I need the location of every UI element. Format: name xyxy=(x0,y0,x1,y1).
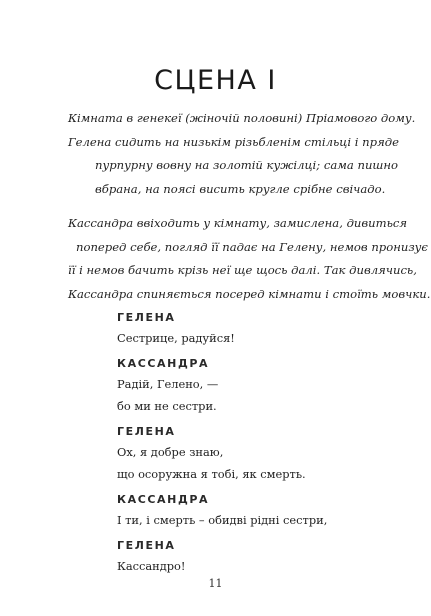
speech-line: Радій, Гелено, — xyxy=(117,377,219,391)
speaker-name: КАССАНДРА xyxy=(117,357,210,370)
speaker-name: ГЕЛЕНА xyxy=(117,425,176,438)
speaker-name: ГЕЛЕНА xyxy=(117,539,176,552)
dialogue-turn xyxy=(117,422,377,485)
speech-line: бо ми не сестри. xyxy=(117,399,217,413)
stage-direction-line: Кімната в генекеї (жіночій половині) Пріамового дому. xyxy=(68,111,416,125)
stage-direction-line: вбрана, на поясі висить кругле срібне свічадо. xyxy=(95,181,386,196)
speaker-name: КАССАНДРА xyxy=(117,493,210,506)
speech-line: Кассандро! xyxy=(117,559,186,573)
stage-direction-line: Кассандра ввіходить у кімнату, замислена, дивиться xyxy=(68,216,408,230)
stage-direction-line: пурпурну вовну на золотій кужілці; сама пишно xyxy=(95,158,399,172)
dialogue-turn xyxy=(117,536,377,577)
page-number: 11 xyxy=(208,577,223,590)
speech-line: Сестрице, радуйся! xyxy=(117,331,235,345)
speaker-name: ГЕЛЕНА xyxy=(117,311,176,324)
stage-direction-1 xyxy=(68,107,416,201)
dialogue-turn xyxy=(117,308,377,349)
speech-line: що осоружна я тобі, як смерть. xyxy=(117,467,306,481)
stage-direction-line: її і немов бачить крізь неї ще щось далі. Так дивлячись, xyxy=(68,263,417,277)
dialogue-turn xyxy=(117,354,377,417)
stage-direction-2 xyxy=(68,212,431,306)
dialogue-block xyxy=(117,308,377,577)
stage-direction-line: поперед себе, погляд її падає на Гелену, немов пронизує xyxy=(76,239,428,254)
scene-title: СЦЕНА І xyxy=(154,65,277,96)
speech-line: І ти, і смерть – обидві рідні сестри, xyxy=(117,513,328,527)
speech-line: Ох, я добре знаю, xyxy=(117,445,224,459)
stage-direction-line: Гелена сидить на низькім різьбленім стільці і пряде xyxy=(68,134,399,149)
dialogue-turn xyxy=(117,490,377,531)
stage-direction-line: Кассандра спиняється посеред кімнати і стоїть мовчки. xyxy=(68,286,431,301)
